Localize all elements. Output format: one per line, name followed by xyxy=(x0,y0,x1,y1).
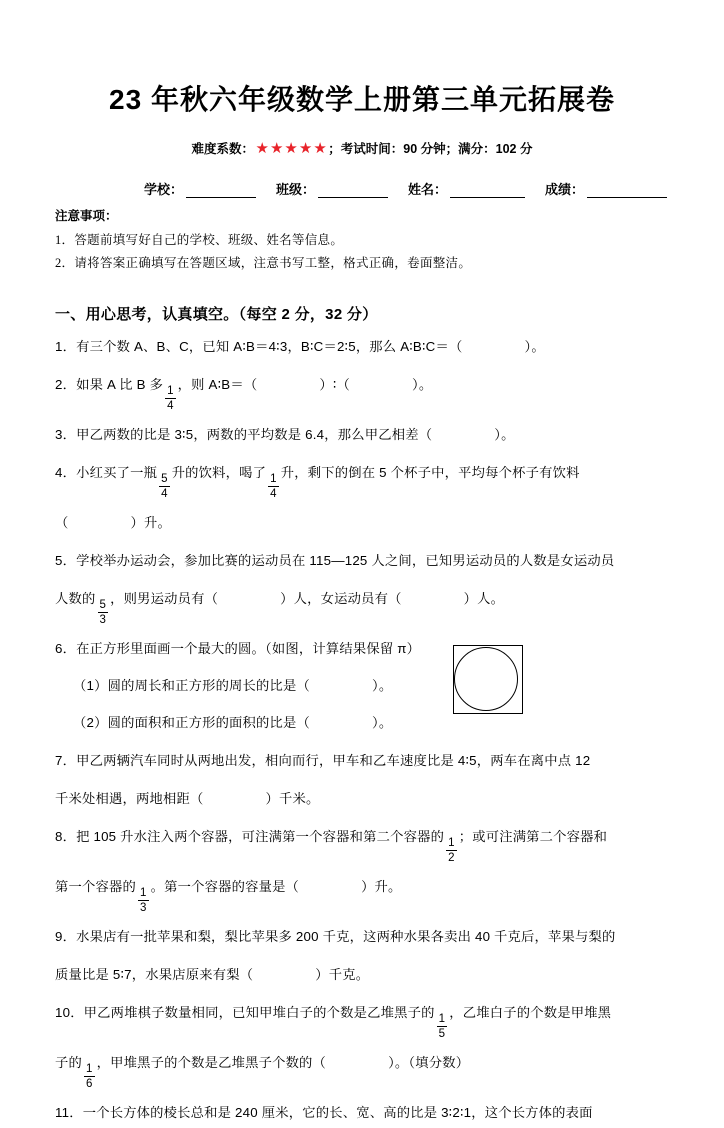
question-6-block xyxy=(55,633,669,738)
question-8-text: 8．把 105 升水注入两个容器，可注满第一个容器和第二个容器的 xyxy=(55,829,445,845)
question-10-line2 xyxy=(55,1047,669,1090)
fraction-numerator: 1 xyxy=(268,473,279,487)
question-7-text-c: ）千米。 xyxy=(265,791,320,807)
question-7-text-b: 千米处相遇，两地相距（ xyxy=(55,791,204,807)
question-6-sub1-text: （1）圆的周长和正方形的周长的比是（ xyxy=(73,678,311,694)
field-school-blank[interactable] xyxy=(186,185,256,198)
question-10 xyxy=(55,997,669,1040)
fraction-numerator: 1 xyxy=(84,1063,95,1077)
fraction-denominator: 4 xyxy=(270,488,277,501)
question-2-text-b: ，则 A∶B＝（ xyxy=(177,377,258,393)
question-6-sub-2 xyxy=(55,708,669,738)
question-6-sub2-end: ）。 xyxy=(372,715,393,731)
exam-time-score-label: ；考试时间：90 分钟；满分：102 分 xyxy=(328,142,533,156)
question-6 xyxy=(55,633,669,664)
question-9 xyxy=(55,921,669,952)
exam-meta-line xyxy=(55,139,669,157)
question-5-text: 5．学校举办运动会，参加比赛的运动员在 115—125 人之间，已知男运动员的人数是女运动员 xyxy=(55,553,615,569)
question-6-text: 6．在正方形里面画一个最大的圆。（如图，计算结果保留 π） xyxy=(55,641,421,657)
fraction-numerator: 1 xyxy=(138,887,149,901)
question-2-text: 2．如果 A 比 B 多 xyxy=(55,377,164,393)
question-5-line2 xyxy=(55,583,669,626)
field-score-blank[interactable] xyxy=(587,185,667,198)
question-10-text-b: ，乙堆白子的个数是甲堆黑 xyxy=(449,1005,612,1021)
star-icon: ★ xyxy=(255,139,269,157)
fraction-numerator: 1 xyxy=(165,385,176,399)
question-11-text: 11．一个长方体的棱长总和是 240 厘米，它的长、宽、高的比是 3∶2∶1，这个长方体的表面 xyxy=(55,1104,593,1120)
question-4-text-d: （ xyxy=(55,515,69,531)
fraction-five-thirds xyxy=(98,599,109,626)
question-2-text-d: ）。 xyxy=(412,377,433,393)
star-icon: ★ xyxy=(313,139,327,157)
notice-item: 2．请将答案正确填写在答题区域，注意书写工整，格式正确，卷面整洁。 xyxy=(55,256,472,271)
notice-block xyxy=(55,206,669,275)
fraction-denominator: 2 xyxy=(448,852,455,864)
question-7 xyxy=(55,745,669,776)
fraction-one-sixth xyxy=(84,1063,95,1090)
question-4 xyxy=(55,457,669,500)
question-2 xyxy=(55,369,669,412)
field-school[interactable] xyxy=(144,179,256,198)
question-7-line2 xyxy=(55,783,669,814)
difficulty-label: 难度系数： xyxy=(191,142,255,156)
question-4-text-b: 升的饮料，喝了 xyxy=(171,465,267,481)
question-3-text-end: ）。 xyxy=(494,427,515,443)
fraction-one-quarter xyxy=(268,473,279,500)
star-icon: ★ xyxy=(298,139,313,157)
question-4-text-e: ）升。 xyxy=(130,515,171,531)
star-icon: ★ xyxy=(269,139,284,157)
section-header-fill-in-blank: 一、用心思考，认真填空。（每空 2 分，32 分） xyxy=(55,306,378,324)
field-name-label: 姓名： xyxy=(407,182,447,197)
fraction-one-quarter xyxy=(165,385,176,412)
question-8-text-b: ；或可注满第二个容器和 xyxy=(458,829,608,845)
notice-item: 1．答题前填写好自己的学校、班级、姓名等信息。 xyxy=(55,233,344,247)
question-11 xyxy=(55,1097,669,1128)
fraction-five-quarters xyxy=(159,473,170,500)
fraction-denominator: 5 xyxy=(438,1027,446,1040)
question-8-text-e: ）升。 xyxy=(361,879,402,895)
question-5 xyxy=(55,545,669,576)
question-10-text: 10．甲乙两堆棋子数量相同，已知甲堆白子的个数是乙堆黑子的 xyxy=(55,1005,435,1021)
fraction-denominator: 3 xyxy=(139,901,147,914)
question-10-text-e: ）。（填分数） xyxy=(388,1054,470,1070)
star-icon: ★ xyxy=(284,139,298,157)
fraction-denominator: 4 xyxy=(161,488,168,501)
question-10-text-d: ，甲堆黑子的个数是乙堆黑子个数的（ xyxy=(96,1054,327,1070)
question-4-text: 4．小红买了一瓶 xyxy=(55,465,158,481)
question-4-text-c: 升，剩下的倒在 5 个杯子中，平均每个杯子有饮料 xyxy=(280,465,580,481)
field-school-label: 学校： xyxy=(143,182,183,197)
question-5-text-b: 人数的 xyxy=(55,591,96,607)
question-9-text: 9．水果店有一批苹果和梨，梨比苹果多 200 千克，这两种水果各卖出 40 千克后，苹果与梨的 xyxy=(55,929,616,945)
field-name-blank[interactable] xyxy=(450,185,525,198)
fraction-numerator: 1 xyxy=(437,1013,448,1027)
question-8-text-c: 第一个容器的 xyxy=(55,879,136,895)
question-7-text: 7．甲乙两辆汽车同时从两地出发，相向而行，甲车和乙车速度比是 4∶5，两车在离中点 12 xyxy=(55,753,591,769)
question-1-text-end: ）。 xyxy=(524,339,545,355)
notice-title: 注意事项： xyxy=(55,209,118,223)
field-score[interactable] xyxy=(545,179,667,198)
question-3 xyxy=(55,419,669,450)
student-info-row xyxy=(55,179,669,198)
field-class-label: 班级： xyxy=(275,182,315,197)
field-class[interactable] xyxy=(276,179,388,198)
field-name[interactable] xyxy=(408,179,525,198)
question-5-text-c: ，则男运动员有（ xyxy=(110,591,219,607)
page-title: 23 年秋六年级数学上册第三单元拓展卷 xyxy=(109,84,615,115)
question-6-sub2-text: （2）圆的面积和正方形的面积的比是（ xyxy=(73,715,311,731)
field-class-blank[interactable] xyxy=(318,185,388,198)
question-9-text-c: ）千克。 xyxy=(315,967,370,983)
fraction-numerator: 5 xyxy=(98,599,109,613)
field-score-label: 成绩： xyxy=(544,182,584,197)
question-8 xyxy=(55,821,669,864)
question-5-text-e: ）人。 xyxy=(463,591,505,607)
question-2-text-c: ）∶（ xyxy=(319,377,351,393)
difficulty-stars xyxy=(255,141,327,156)
fraction-one-fifth xyxy=(437,1013,448,1040)
fraction-denominator: 3 xyxy=(99,614,107,627)
question-4-line2 xyxy=(55,507,669,538)
question-10-text-c: 子的 xyxy=(55,1054,82,1070)
question-8-line2 xyxy=(55,871,669,914)
question-9-text-b: 质量比是 5∶7，水果店原来有梨（ xyxy=(55,967,254,983)
question-9-line2 xyxy=(55,959,669,990)
question-1 xyxy=(55,331,669,362)
question-5-text-d: ）人，女运动员有（ xyxy=(280,591,402,607)
fraction-one-half xyxy=(446,837,457,864)
fraction-numerator: 5 xyxy=(159,473,170,487)
fraction-denominator: 4 xyxy=(167,400,174,413)
fraction-denominator: 6 xyxy=(86,1077,93,1090)
question-3-text: 3．甲乙两数的比是 3∶5，两数的平均数是 6.4，那么甲乙相差（ xyxy=(55,427,433,443)
question-6-sub1-end: ）。 xyxy=(372,678,393,694)
question-8-text-d: 。第一个容器的容量是（ xyxy=(150,879,300,895)
fraction-numerator: 1 xyxy=(446,837,457,851)
fraction-one-third xyxy=(138,887,149,914)
question-1-text: 1．有三个数 A、B、C，已知 A∶B＝4∶3，B∶C＝2∶5，那么 A∶B∶C＝（ xyxy=(55,339,463,355)
question-6-sub-1 xyxy=(55,671,669,701)
